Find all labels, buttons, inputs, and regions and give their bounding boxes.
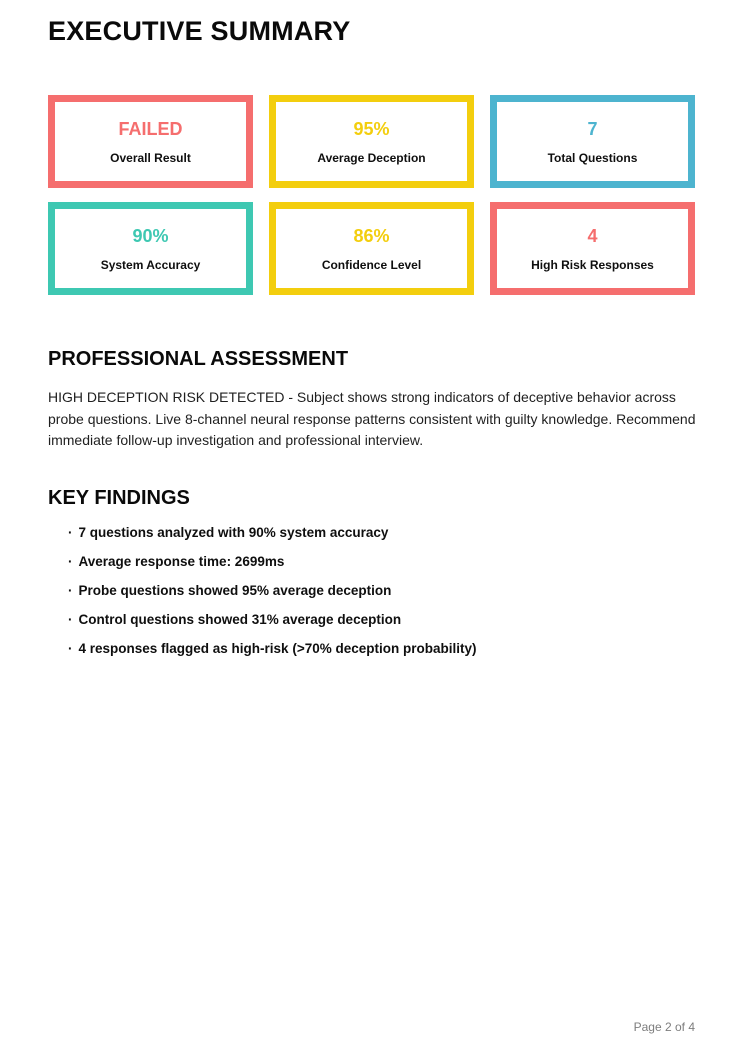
key-finding-text: Probe questions showed 95% average deception [78,582,392,598]
section-heading-key-findings: KEY FINDINGS [48,486,190,509]
bullet-dot: · [68,524,73,540]
stat-value: 90% [132,225,169,246]
key-finding-item [48,612,695,627]
section-heading-professional-assessment: PROFESSIONAL ASSESSMENT [48,348,349,370]
stat-card-overall-result [48,95,253,188]
bullet-dot: · [68,640,73,656]
stat-label: Overall Result [110,150,191,165]
stat-value: 86% [353,225,390,246]
key-findings-list [48,525,695,656]
bullet-dot: · [68,611,73,627]
key-finding-item [48,583,695,598]
stat-card-high-risk-responses [490,202,695,295]
stat-label: High Risk Responses [531,257,654,272]
stat-label: Total Questions [547,150,638,165]
key-finding-item [48,554,695,569]
page-title: EXECUTIVE SUMMARY [48,16,351,46]
stat-value: FAILED [118,118,183,139]
key-finding-text: Average response time: 2699ms [78,553,285,569]
stat-value: 7 [587,118,598,139]
bullet-dot: · [68,582,73,598]
stat-card-average-deception [269,95,474,188]
stat-card-system-accuracy [48,202,253,295]
report-page [0,16,743,656]
assessment-body-text: HIGH DECEPTION RISK DETECTED - Subject shows strong indicators of deceptive behavior across probe questions. Live 8-channel neural response patterns consistent with guilty knowledge. Recommend immediate follow-up investigation and professional interview. [48,389,696,448]
key-finding-text: 4 responses flagged as high-risk (>70% deception probability) [78,640,477,656]
summary-stats-grid [48,95,695,295]
stat-label: System Accuracy [100,257,201,272]
stat-value: 4 [587,225,598,246]
stat-card-confidence-level [269,202,474,295]
key-finding-item [48,641,695,656]
stat-value: 95% [353,118,390,139]
stat-card-total-questions [490,95,695,188]
key-finding-item [48,525,695,540]
page-number: Page 2 of 4 [633,1020,695,1034]
bullet-dot: · [68,553,73,569]
stat-label: Average Deception [317,150,426,165]
key-finding-text: Control questions showed 31% average deception [78,611,402,627]
stat-label: Confidence Level [321,257,422,272]
key-finding-text: 7 questions analyzed with 90% system accuracy [78,524,389,540]
